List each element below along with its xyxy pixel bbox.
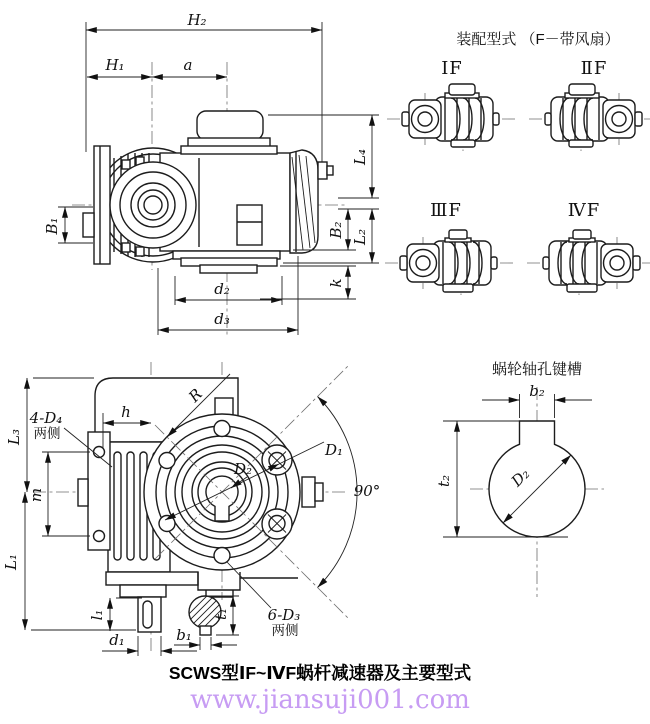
variant-1-drawing xyxy=(387,84,517,151)
dim-D1: D₁ xyxy=(324,441,344,459)
dim-L3: L₃ xyxy=(5,429,23,445)
side-view-body xyxy=(83,111,333,273)
caption xyxy=(169,663,472,715)
dim-b2: b₂ xyxy=(529,382,545,400)
dim-L4: L₄ xyxy=(351,149,369,165)
variant-2-drawing xyxy=(527,84,650,151)
bore-section-outline xyxy=(489,421,585,537)
variant-3-drawing xyxy=(385,230,515,295)
variant-label-4: ⅣF xyxy=(567,200,601,221)
watermark-url: www.jiansuji001.com xyxy=(190,685,470,715)
dim-R: R xyxy=(185,385,206,406)
dim-h: h xyxy=(121,403,131,421)
dim-a: a xyxy=(183,56,193,74)
front-view xyxy=(2,362,380,656)
base-plate xyxy=(106,572,198,585)
dim-t1: t₁ xyxy=(212,607,230,621)
variant-4-drawing xyxy=(525,230,650,295)
variant-label-3: ⅢF xyxy=(430,200,462,221)
dim-D2: D₂ xyxy=(233,460,253,478)
note-bolt4: 4-D₄ xyxy=(29,409,63,427)
assembly-title: 装配型式 （F－带风扇） xyxy=(456,31,620,48)
dim-B2: B₂ xyxy=(327,221,345,239)
note-bolt6-side: 两侧 xyxy=(271,623,299,638)
dim-b1: b₁ xyxy=(176,626,192,644)
dim-D2-bore: D₂ xyxy=(507,464,534,491)
variant-label-2: ⅡF xyxy=(580,58,608,79)
keyway-panel xyxy=(435,360,604,597)
dim-H2: H₂ xyxy=(187,11,207,29)
output-flange xyxy=(94,146,110,264)
side-view xyxy=(43,11,379,338)
dim-t2: t₂ xyxy=(435,474,453,488)
dim-l1: l₁ xyxy=(88,609,106,621)
assembly-panel xyxy=(385,30,650,295)
dim-k: k xyxy=(327,278,345,288)
motor-cap xyxy=(197,111,263,140)
dim-B1: B₁ xyxy=(43,217,61,235)
dim-d3: d₃ xyxy=(214,310,230,328)
keyway-title: 蜗轮轴孔键槽 xyxy=(491,361,583,378)
variant-label-1: ⅠF xyxy=(441,58,463,79)
dim-L2: L₂ xyxy=(351,229,369,245)
note-bolt4-side: 两侧 xyxy=(33,426,61,441)
dim-L1: L₁ xyxy=(2,554,20,570)
front-view-body xyxy=(78,378,323,635)
drawing-title: SCWS型ⅠF~ⅣF蜗杆减速器及主要型式 xyxy=(168,663,472,683)
dim-H1: H₁ xyxy=(105,56,125,74)
note-bolt6: 6-D₃ xyxy=(267,606,301,624)
dim-d1: d₁ xyxy=(109,631,125,649)
dim-m: m xyxy=(27,487,45,503)
dim-angle: 90° xyxy=(353,482,381,500)
dim-d2: d₂ xyxy=(214,280,230,298)
